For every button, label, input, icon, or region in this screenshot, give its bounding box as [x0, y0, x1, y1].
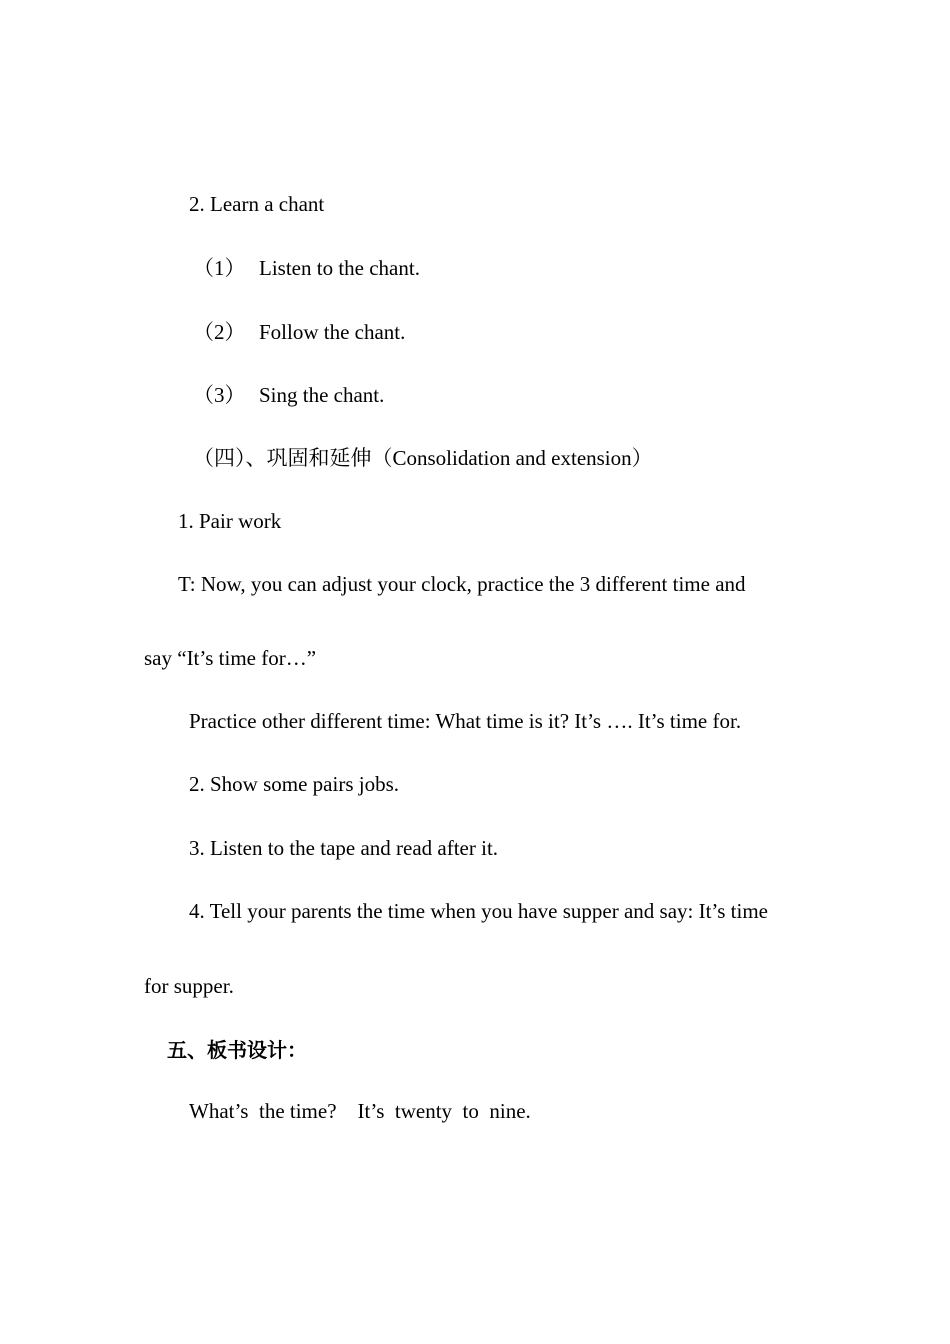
chant-step-3-number: （3） [193, 383, 246, 407]
section-5-heading: 五、板书设计： [167, 1038, 307, 1062]
chant-step-2-text: Follow the chant. [259, 320, 406, 344]
listen-tape: 3. Listen to the tape and read after it. [189, 836, 499, 860]
teacher-instruction-line-1: T: Now, you can adjust your clock, practice the 3 different time and [178, 572, 746, 596]
section-4-heading: （四）、巩固和延伸（Consolidation and extension） [193, 446, 653, 470]
pair-work: 1. Pair work [178, 509, 282, 533]
teacher-instruction-line-2: say “It’s time for…” [144, 646, 317, 670]
chant-step-1-text: Listen to the chant. [259, 256, 420, 280]
tell-parents-line-2: for supper. [144, 974, 234, 998]
show-pairs: 2. Show some pairs jobs. [189, 772, 399, 796]
board-design-text: What’s the time? It’s twenty to nine. [189, 1099, 531, 1123]
chant-step-3-text: Sing the chant. [259, 383, 385, 407]
practice-line: Practice other different time: What time is it? It’s …. It’s time for. [189, 709, 742, 733]
chant-title: 2. Learn a chant [189, 192, 325, 216]
chant-step-1-number: （1） [193, 256, 246, 280]
chant-step-1 [193, 255, 420, 281]
chant-step-2 [193, 319, 405, 345]
chant-step-3 [193, 382, 384, 408]
chant-step-2-number: （2） [193, 320, 246, 344]
tell-parents-line-1: 4. Tell your parents the time when you have supper and say: It’s time [189, 899, 769, 923]
